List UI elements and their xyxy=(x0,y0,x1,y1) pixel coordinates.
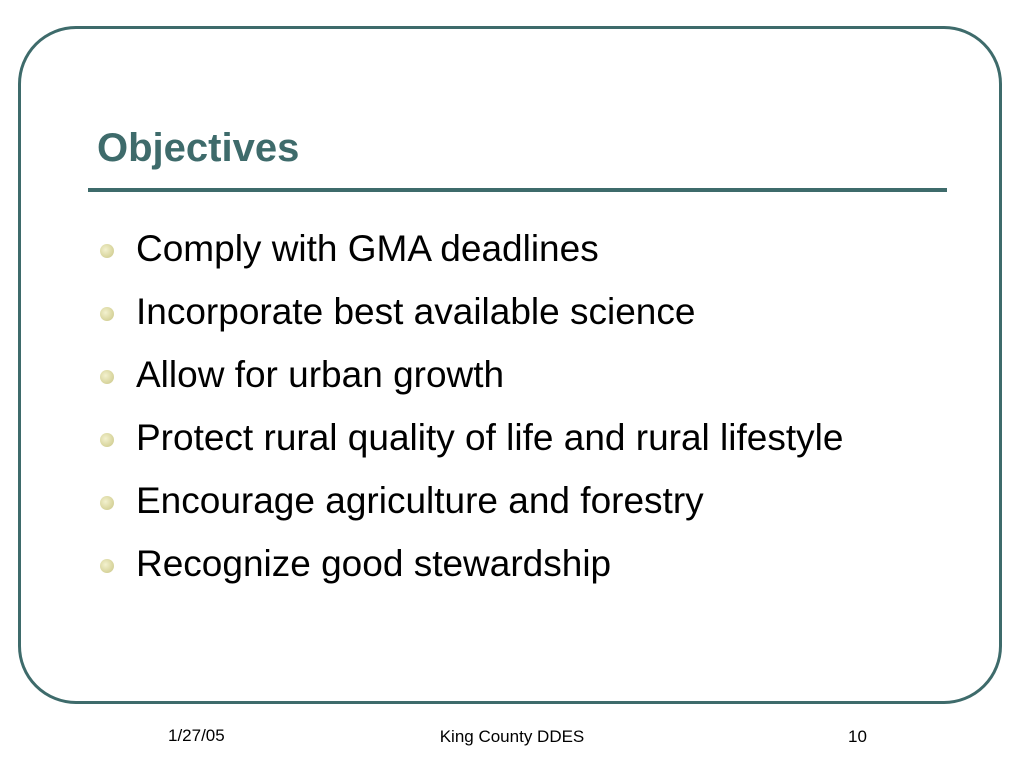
bullet-dot-icon xyxy=(100,433,114,447)
bullet-item xyxy=(96,348,856,401)
bullet-dot-icon xyxy=(100,307,114,321)
bullet-item xyxy=(96,537,856,590)
bullet-text: Protect rural quality of life and rural lifestyle xyxy=(136,417,844,458)
bullet-dot-icon xyxy=(100,496,114,510)
bullet-text: Recognize good stewardship xyxy=(136,543,612,584)
title-underline xyxy=(88,188,947,192)
bullet-list xyxy=(96,222,856,600)
bullet-item xyxy=(96,285,856,338)
bullet-text: Allow for urban growth xyxy=(136,354,505,395)
footer-organization: King County DDES xyxy=(439,727,585,746)
bullet-dot-icon xyxy=(100,244,114,258)
bullet-text: Encourage agriculture and forestry xyxy=(136,480,704,521)
bullet-text: Incorporate best available science xyxy=(136,291,696,332)
footer-date: 1/27/05 xyxy=(168,726,225,745)
footer-page-number: 10 xyxy=(848,727,867,746)
bullet-item xyxy=(96,474,856,527)
slide-title: Objectives xyxy=(97,126,300,170)
bullet-dot-icon xyxy=(100,370,114,384)
bullet-item xyxy=(96,222,856,275)
bullet-dot-icon xyxy=(100,559,114,573)
bullet-text: Comply with GMA deadlines xyxy=(136,228,599,269)
bullet-item xyxy=(96,411,856,464)
